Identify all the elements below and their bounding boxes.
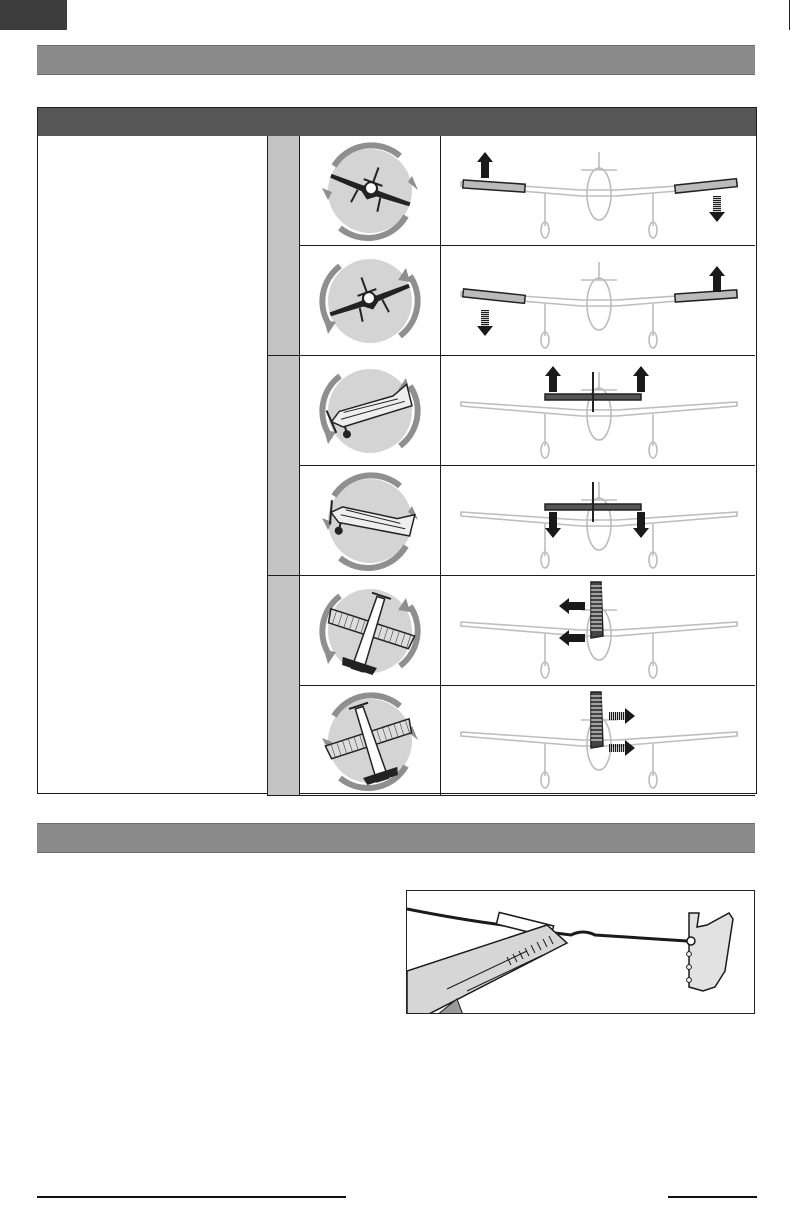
maneuver-diagram-yaw-left: [300, 576, 441, 686]
surface-cell-yaw-left: [441, 576, 755, 686]
footer-rule-right: [668, 1196, 757, 1198]
rudder-surface: [591, 692, 603, 748]
surface-cell-pitch-up: [441, 356, 755, 466]
aileron-surfaces: [463, 179, 737, 193]
arrow-rudder-right-lower-icon: [609, 740, 635, 756]
maneuver-diagram-pitch-down: [300, 466, 441, 576]
section-bar-control-direction: [37, 45, 755, 75]
airplane-front-outline: [461, 152, 737, 238]
control-horn: [687, 913, 733, 991]
surface-diagram-yaw-right: [441, 686, 755, 796]
surface-diagram-roll-right: [441, 136, 755, 246]
servo-arm: [407, 925, 567, 1014]
surface-diagram-yaw-left: [441, 576, 755, 686]
arrow-right-aileron-up-icon: [709, 266, 725, 292]
footer-rule-left: [37, 1196, 346, 1198]
arrow-elevator-left-up-icon: [545, 366, 561, 392]
maneuver-cell-yaw-left: [300, 576, 441, 686]
surface-diagram-roll-left: [441, 246, 755, 356]
elevator-surface: [545, 372, 641, 412]
arrow-rudder-left-upper-icon: [559, 598, 585, 614]
pushrod-diagram: [407, 891, 755, 1014]
maneuver-cell-roll-left: [300, 246, 441, 356]
side-strip-aileron: [267, 136, 300, 356]
arrow-right-aileron-down-icon: [709, 196, 725, 222]
elevator-surface: [545, 482, 641, 522]
surface-cell-pitch-down: [441, 466, 755, 576]
aileron-surfaces: [463, 289, 737, 303]
surface-diagram-pitch-down: [441, 466, 755, 576]
arrow-left-aileron-down-icon: [477, 310, 493, 336]
arrow-rudder-left-lower-icon: [559, 630, 585, 646]
surface-cell-roll-left: [441, 246, 755, 356]
airplane-front-outline: [461, 482, 737, 568]
maneuver-diagram-roll-right: [300, 136, 441, 246]
side-strip-elevator: [267, 356, 300, 576]
language-tab: [0, 0, 67, 30]
surface-diagram-pitch-up: [441, 356, 755, 466]
maneuver-diagram-yaw-right: [300, 686, 441, 796]
surface-cell-yaw-right: [441, 686, 755, 796]
arrow-elevator-left-down-icon: [545, 512, 561, 538]
table-description-column: [38, 136, 268, 793]
airplane-front-outline: [461, 372, 737, 458]
crop-mark: [789, 0, 790, 30]
maneuver-diagram-pitch-up: [300, 356, 441, 466]
arrow-rudder-right-upper-icon: [609, 708, 635, 724]
table-header: [38, 108, 756, 136]
arrow-left-aileron-up-icon: [477, 152, 493, 178]
maneuver-cell-roll-right: [300, 136, 441, 246]
side-strip-rudder: [267, 576, 300, 796]
section-bar-linkage: [37, 823, 755, 853]
rudder-surface: [591, 582, 603, 638]
surface-cell-roll-right: [441, 136, 755, 246]
arrow-elevator-right-up-icon: [633, 366, 649, 392]
maneuver-cell-pitch-up: [300, 356, 441, 466]
maneuver-cell-pitch-down: [300, 466, 441, 576]
maneuver-cell-yaw-right: [300, 686, 441, 796]
maneuver-diagram-roll-left: [300, 246, 441, 356]
airplane-front-outline: [461, 262, 737, 348]
pushrod-linkage-illustration: [406, 890, 755, 1014]
